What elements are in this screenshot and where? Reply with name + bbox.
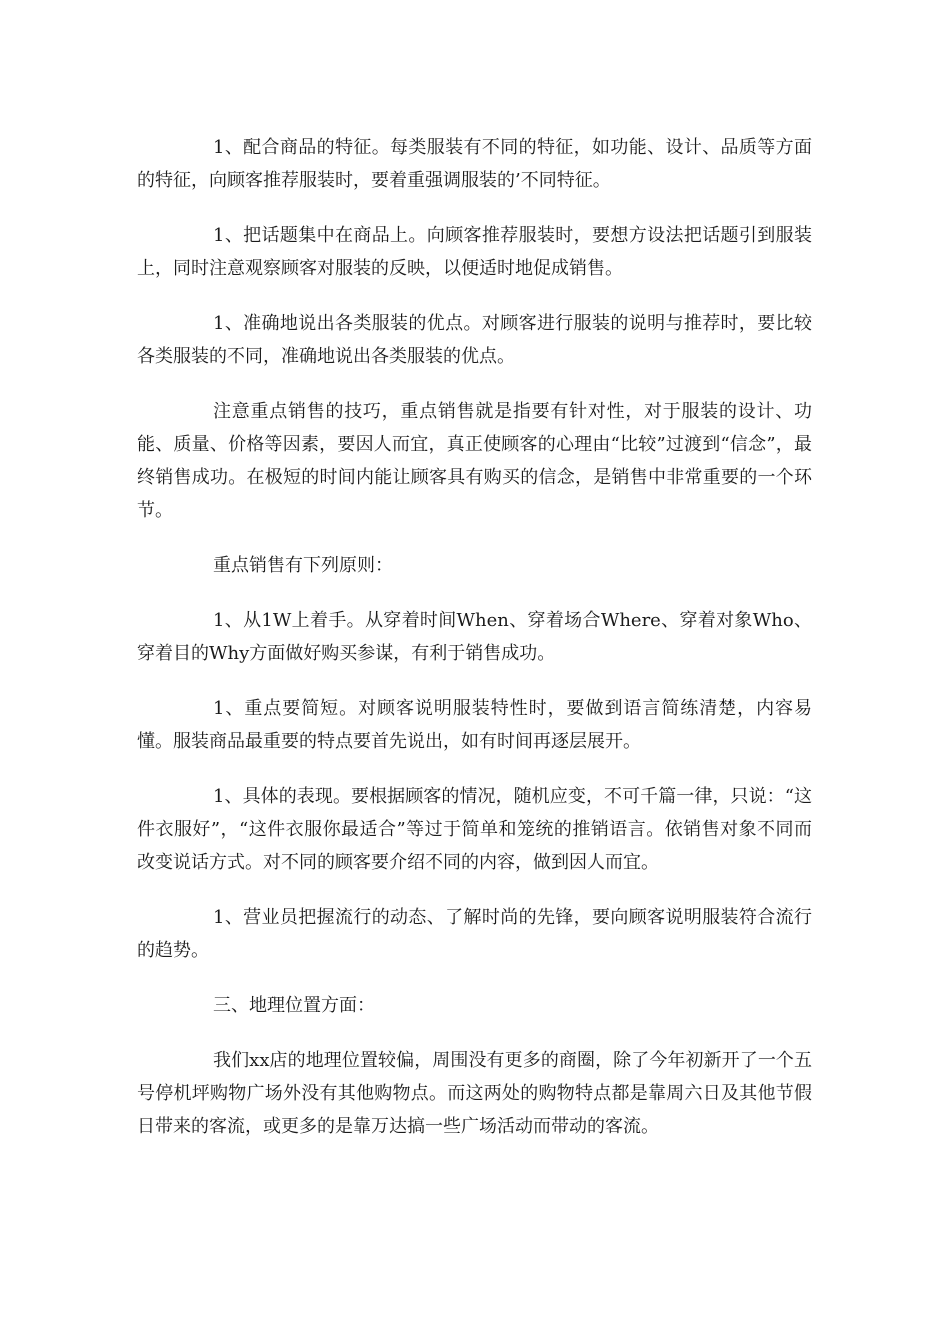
paragraph-fashion-trends: 1、营业员把握流行的动态、了解时尚的先锋，要向顾客说明服装符合流行的趋势。 <box>137 907 812 961</box>
paragraph-key-selling-skills: 注意重点销售的技巧，重点销售就是指要有针对性，对于服装的设计、功能、质量、价格等因素，要因人而宜，真正使顾客的心理由“比较”过渡到“信念”，最终销售成功。在极短的时间内能让顾客具有购买的信念，是销售中非常重要的一个环节。 <box>137 401 812 521</box>
section-heading-location: 三、地理位置方面： <box>213 995 375 1016</box>
paragraph-concrete-expression: 1、具体的表现。要根据顾客的情况，随机应变，不可千篇一律，只说：“这件衣服好”，“这件衣服你最适合”等过于简单和笼统的推销语言。依销售对象不同而改变说话方式。对不同的顾客要介绍不同的内容，做到因人而宜。 <box>137 786 812 873</box>
paragraph-principles-heading: 重点销售有下列原则： <box>213 555 393 576</box>
paragraph-focus-on-product: 1、把话题集中在商品上。向顾客推荐服装时，要想方设法把话题引到服装上，同时注意观察顾客对服装的反映，以便适时地促成销售。 <box>137 225 812 279</box>
document-body <box>137 131 812 1165</box>
paragraph-state-advantages: 1、准确地说出各类服装的优点。对顾客进行服装的说明与推荐时，要比较各类服装的不同，准确地说出各类服装的优点。 <box>137 313 812 367</box>
paragraph-feature-matching: 1、配合商品的特征。每类服装有不同的特征，如功能、设计、品质等方面的特征，向顾客推荐服装时，要着重强调服装的’不同特征。 <box>137 137 812 191</box>
paragraph-start-from-1w: 1、从1W上着手。从穿着时间When、穿着场合Where、穿着对象Who、穿着目的Why方面做好购买参谋，有利于销售成功。 <box>137 610 812 664</box>
paragraph-keep-it-short: 1、重点要简短。对顾客说明服装特性时，要做到语言简练清楚，内容易懂。服装商品最重要的特点要首先说出，如有时间再逐层展开。 <box>137 698 812 752</box>
paragraph-store-location: 我们xx店的地理位置较偏，周围没有更多的商圈，除了今年初新开了一个五号停机坪购物广场外没有其他购物点。而这两处的购物特点都是靠周六日及其他节假日带来的客流，或更多的是靠万达搞一些广场活动而带动的客流。 <box>137 1050 812 1137</box>
